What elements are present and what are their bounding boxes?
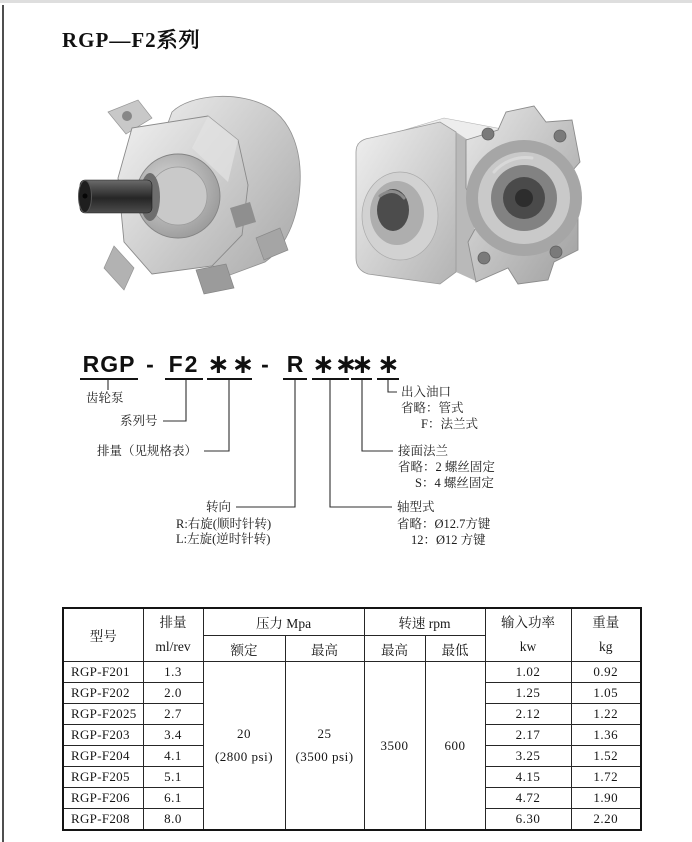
- cell-power: 4.72: [485, 788, 571, 809]
- callout-series: 系列号: [120, 414, 158, 428]
- callout-shaft-default: 省略：Ø12.7方键: [397, 517, 491, 531]
- code-segment-dash1: -: [146, 351, 154, 377]
- cell-power: 4.15: [485, 767, 571, 788]
- pressure-rated-psi: (2800 psi): [214, 748, 274, 764]
- cell-displacement: 2.0: [143, 683, 203, 704]
- table-row: [63, 662, 641, 683]
- cell-weight: 1.90: [571, 788, 641, 809]
- col-header-weight: [571, 608, 641, 662]
- col-header-displacement-title: 排量: [159, 615, 187, 631]
- cell-model: RGP-F201: [63, 662, 143, 683]
- cell-displacement: 6.1: [143, 788, 203, 809]
- page-title: RGP—F2系列: [62, 28, 201, 52]
- cell-model: RGP-F206: [63, 788, 143, 809]
- callout-flange-s: S：4 螺丝固定: [415, 476, 494, 490]
- cell-speed-max: 3500: [364, 662, 425, 831]
- cell-power: 1.25: [485, 683, 571, 704]
- cell-power: 2.17: [485, 725, 571, 746]
- cell-weight: 1.05: [571, 683, 641, 704]
- col-header-weight-title: 重量: [592, 615, 620, 631]
- cell-displacement: 3.4: [143, 725, 203, 746]
- col-header-displacement: [143, 608, 203, 662]
- col-header-pressure: 压力 Mpa: [203, 608, 364, 636]
- callout-rotation-left: L:左旋(逆时针转): [176, 532, 271, 546]
- cell-model: RGP-F202: [63, 683, 143, 704]
- cell-pressure-rated: [203, 662, 285, 831]
- cell-speed-min: 600: [425, 662, 485, 831]
- cell-model: RGP-F203: [63, 725, 143, 746]
- col-header-power: [485, 608, 571, 662]
- code-segment-series: F2: [165, 351, 203, 380]
- code-segment-flange: ∗: [351, 349, 376, 379]
- cell-model: RGP-F2025: [63, 704, 143, 725]
- cell-power: 1.02: [485, 662, 571, 683]
- pump-rear-view-photo: [356, 106, 582, 284]
- code-segment-prefix: RGP: [80, 351, 138, 380]
- callout-rotation-right: R:右旋(顺时针转): [176, 517, 272, 531]
- callout-port-default: 省略：管式: [401, 401, 464, 415]
- pump-photos: [66, 86, 626, 306]
- col-header-speed: 转速 rpm: [364, 608, 485, 636]
- cell-weight: 1.72: [571, 767, 641, 788]
- callout-flange-default: 省略：2 螺丝固定: [398, 460, 495, 474]
- pressure-max-value: 25: [317, 726, 332, 742]
- cell-weight: 1.22: [571, 704, 641, 725]
- callout-port-f: F：法兰式: [421, 417, 478, 431]
- callout-shaft-title: 轴型式: [397, 500, 435, 514]
- spec-table: [62, 607, 642, 831]
- code-segment-displacement: ∗∗: [207, 349, 257, 379]
- code-segment-rotation: R: [283, 351, 307, 380]
- col-header-power-title: 输入功率: [501, 615, 555, 631]
- pressure-max-psi: (3500 psi): [295, 748, 354, 764]
- page-top-edge-line: [0, 0, 692, 3]
- cell-weight: 0.92: [571, 662, 641, 683]
- page-left-edge-line: [2, 5, 4, 842]
- cell-power: 3.25: [485, 746, 571, 767]
- code-segment-dash2: -: [261, 351, 269, 377]
- col-header-weight-unit: kg: [599, 639, 613, 654]
- cell-pressure-max: [285, 662, 364, 831]
- col-header-displacement-unit: ml/rev: [155, 639, 191, 654]
- callout-flange-title: 接面法兰: [398, 444, 449, 458]
- col-header-speed-max: 最高: [364, 636, 425, 662]
- cell-displacement: 8.0: [143, 809, 203, 831]
- callout-shaft-12: 12：Ø12 方键: [411, 533, 486, 547]
- code-segment-shaft: ∗∗: [312, 349, 358, 379]
- callout-port-title: 出入油口: [401, 385, 452, 399]
- col-header-model: 型号: [63, 608, 143, 662]
- cell-displacement: 4.1: [143, 746, 203, 767]
- cell-power: 6.30: [485, 809, 571, 831]
- callout-rotation-title: 转向: [206, 500, 232, 514]
- cell-weight: 2.20: [571, 809, 641, 831]
- callout-gear-pump: 齿轮泵: [86, 391, 124, 405]
- callout-displacement: 排量（见规格表）: [97, 444, 198, 458]
- cell-weight: 1.36: [571, 725, 641, 746]
- col-header-pressure-max: 最高: [285, 636, 364, 662]
- pressure-rated-value: 20: [237, 726, 251, 742]
- cell-displacement: 1.3: [143, 662, 203, 683]
- code-segment-port: ∗: [377, 349, 402, 379]
- cell-model: RGP-F204: [63, 746, 143, 767]
- cell-displacement: 2.7: [143, 704, 203, 725]
- cell-model: RGP-F205: [63, 767, 143, 788]
- col-header-speed-min: 最低: [425, 636, 485, 662]
- cell-power: 2.12: [485, 704, 571, 725]
- pump-front-view-photo: [79, 96, 301, 294]
- cell-weight: 1.52: [571, 746, 641, 767]
- col-header-power-unit: kw: [519, 639, 537, 654]
- col-header-pressure-rated: 额定: [203, 636, 285, 662]
- cell-model: RGP-F208: [63, 809, 143, 831]
- cell-displacement: 5.1: [143, 767, 203, 788]
